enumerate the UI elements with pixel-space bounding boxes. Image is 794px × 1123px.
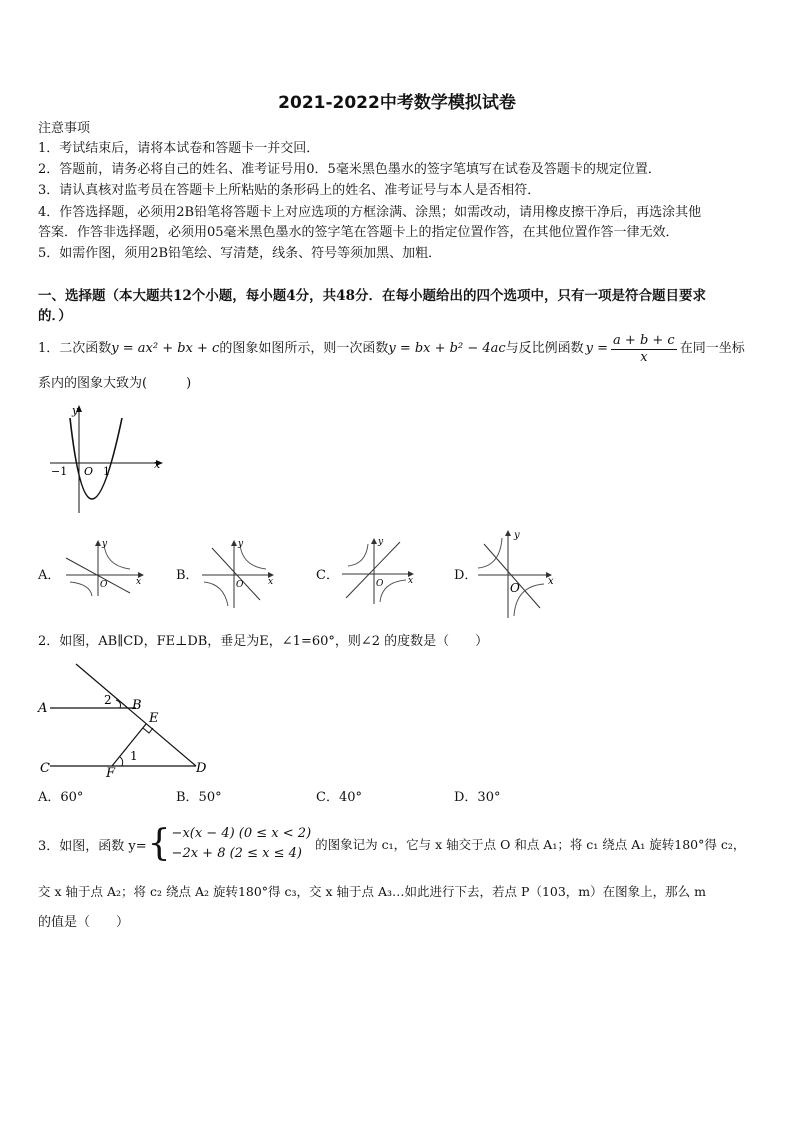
- notice-item-3: 3．请认真核对监考员在答题卡上所粘贴的条形码上的姓名、准考证号与本人是否相符．: [38, 183, 541, 198]
- angle-1-arc: [120, 757, 123, 766]
- q1-fraction-numerator: a + b + c: [613, 332, 675, 348]
- label-c: C: [40, 761, 50, 776]
- q2-option-c[interactable]: C．40°: [316, 790, 362, 805]
- axis-o: O: [510, 581, 520, 595]
- parabola-curve: [70, 418, 122, 499]
- label-a: A: [38, 701, 48, 716]
- hyperbola-branch: [348, 544, 368, 566]
- notice-item-1: 1．考试结束后，请将本试卷和答题卡一并交回．: [38, 141, 320, 156]
- label-angle-2: 2: [104, 693, 112, 707]
- axis-x: x: [408, 576, 414, 586]
- q1-fraction-denominator: x: [640, 349, 648, 365]
- axis-y: y: [378, 537, 384, 547]
- q3-piecewise: [172, 824, 312, 864]
- q1-option-a-graph[interactable]: [60, 538, 148, 598]
- notice-heading: 注意事项: [38, 121, 91, 136]
- q1-option-b-graph[interactable]: [198, 538, 286, 610]
- q2-option-a[interactable]: A．60°: [38, 790, 84, 805]
- q1-option-d-graph[interactable]: [474, 528, 558, 620]
- q1-option-a-label[interactable]: A．: [38, 568, 61, 583]
- linear-line: [212, 548, 260, 600]
- q1-option-c-label[interactable]: C．: [316, 568, 339, 583]
- label-f: F: [106, 766, 116, 778]
- axis-y: y: [514, 530, 520, 541]
- notice-item-4: 4．作答选择题，必须用2B铅笔将答题卡上对应选项的方框涂满、涂黑；如需改动，请用橡皮擦干净后，再选涂其他: [38, 205, 702, 220]
- q1-text-3: 与反比例函数: [505, 341, 584, 356]
- line-fe: [112, 724, 146, 766]
- hyperbola-branch: [240, 544, 266, 569]
- q1-quadratic-formula: y = ax² + bx + c: [111, 341, 220, 356]
- linear-line: [484, 544, 540, 608]
- hyperbola-branch: [204, 582, 228, 606]
- q1-inverse-lhs: y =: [585, 341, 609, 356]
- q1-text-1: 1．二次函数: [38, 341, 112, 356]
- question-1-stem: [38, 332, 745, 365]
- q3-case-1: −x(x − 4) (0 ≤ x < 2): [171, 826, 312, 841]
- axis-o: O: [236, 580, 244, 590]
- q2-option-b[interactable]: B．50°: [176, 790, 222, 805]
- q1-linear-formula: y = bx + b² − 4ac: [388, 341, 506, 356]
- hyperbola-branch: [104, 544, 130, 569]
- q1-parabola-graph: [48, 400, 168, 515]
- q2-option-d[interactable]: D．30°: [454, 790, 501, 805]
- q1-option-b-label[interactable]: B．: [176, 568, 199, 583]
- linear-line: [346, 542, 400, 598]
- axis-x: x: [548, 576, 554, 587]
- graph-pos-one: 1: [103, 465, 110, 478]
- axis-y: y: [238, 539, 244, 549]
- q3-text-2: 的图象记为 c₁，它与 x 轴交于点 O 和点 A₁；将 c₁ 绕点 A₁ 旋转180°得 c₂，: [315, 837, 746, 852]
- axis-o: O: [376, 579, 384, 589]
- axis-x: x: [268, 577, 274, 587]
- label-b: B: [132, 698, 142, 713]
- brace-symbol: {: [147, 823, 171, 864]
- label-d: D: [196, 761, 207, 776]
- q1-option-c-graph[interactable]: [338, 536, 426, 606]
- q3-stem-end: 的值是（ ）: [38, 915, 130, 930]
- axis-x: x: [136, 577, 142, 587]
- hyperbola-branch: [380, 580, 406, 602]
- q3-case-2: −2x + 8 (2 ≤ x ≤ 4): [171, 846, 302, 861]
- graph-y-label: y: [72, 404, 79, 417]
- q1-inverse-fraction: [611, 333, 677, 366]
- question-3-stem: [38, 822, 745, 866]
- axis-y: y: [102, 539, 108, 549]
- notice-item-4-cont: 答案．作答非选择题，必须用05毫米黑色墨水的签字笔在答题卡上的指定位置作答，在其他位置作答一律无效．: [38, 225, 679, 240]
- graph-x-label: x: [154, 458, 161, 471]
- notice-item-5: 5．如需作图，须用2B铅笔绘、写清楚，线条、符号等须加黑、加粗．: [38, 246, 442, 261]
- graph-origin: O: [84, 465, 94, 478]
- hyperbola-branch: [478, 538, 502, 568]
- q1-text-2: 的图象如图所示，则一次函数: [219, 341, 389, 356]
- section-heading-cont: 的．）: [38, 308, 72, 324]
- q3-text-1: 3．如图，函数 y=: [38, 838, 147, 854]
- question-2-stem: 2．如图，AB∥CD，FE⊥DB，垂足为E，∠1=60°，则∠2 的度数是（ ）: [38, 634, 489, 649]
- page-title: 2021-2022中考数学模拟试卷: [278, 93, 516, 113]
- label-e: E: [149, 711, 159, 726]
- section-heading: 一、选择题（本大题共12个小题，每小题4分，共48分．在每小题给出的四个选项中，只有一项是符合题目要求: [38, 288, 706, 304]
- q3-stem-cont: 交 x 轴于点 A₂；将 c₂ 绕点 A₂ 旋转180°得 c₃，交 x 轴于点 A₃…如此进行下去，若点 P（103，m）在图象上，那么 m: [38, 884, 706, 899]
- hyperbola-branch: [70, 582, 92, 596]
- notice-item-2: 2．答题前，请务必将自己的姓名、准考证号用0．5毫米黑色墨水的签字笔填写在试卷及答题卡的规定位置．: [38, 162, 661, 177]
- q1-option-d-label[interactable]: D．: [454, 568, 478, 583]
- label-angle-1: 1: [130, 749, 138, 763]
- graph-neg-one: −1: [51, 465, 68, 478]
- q1-stem-cont: 系内的图象大致为( ): [38, 376, 192, 391]
- q2-geometry-figure: [36, 660, 216, 778]
- axis-o: O: [100, 580, 108, 590]
- q1-text-4: 在同一坐标: [679, 341, 745, 356]
